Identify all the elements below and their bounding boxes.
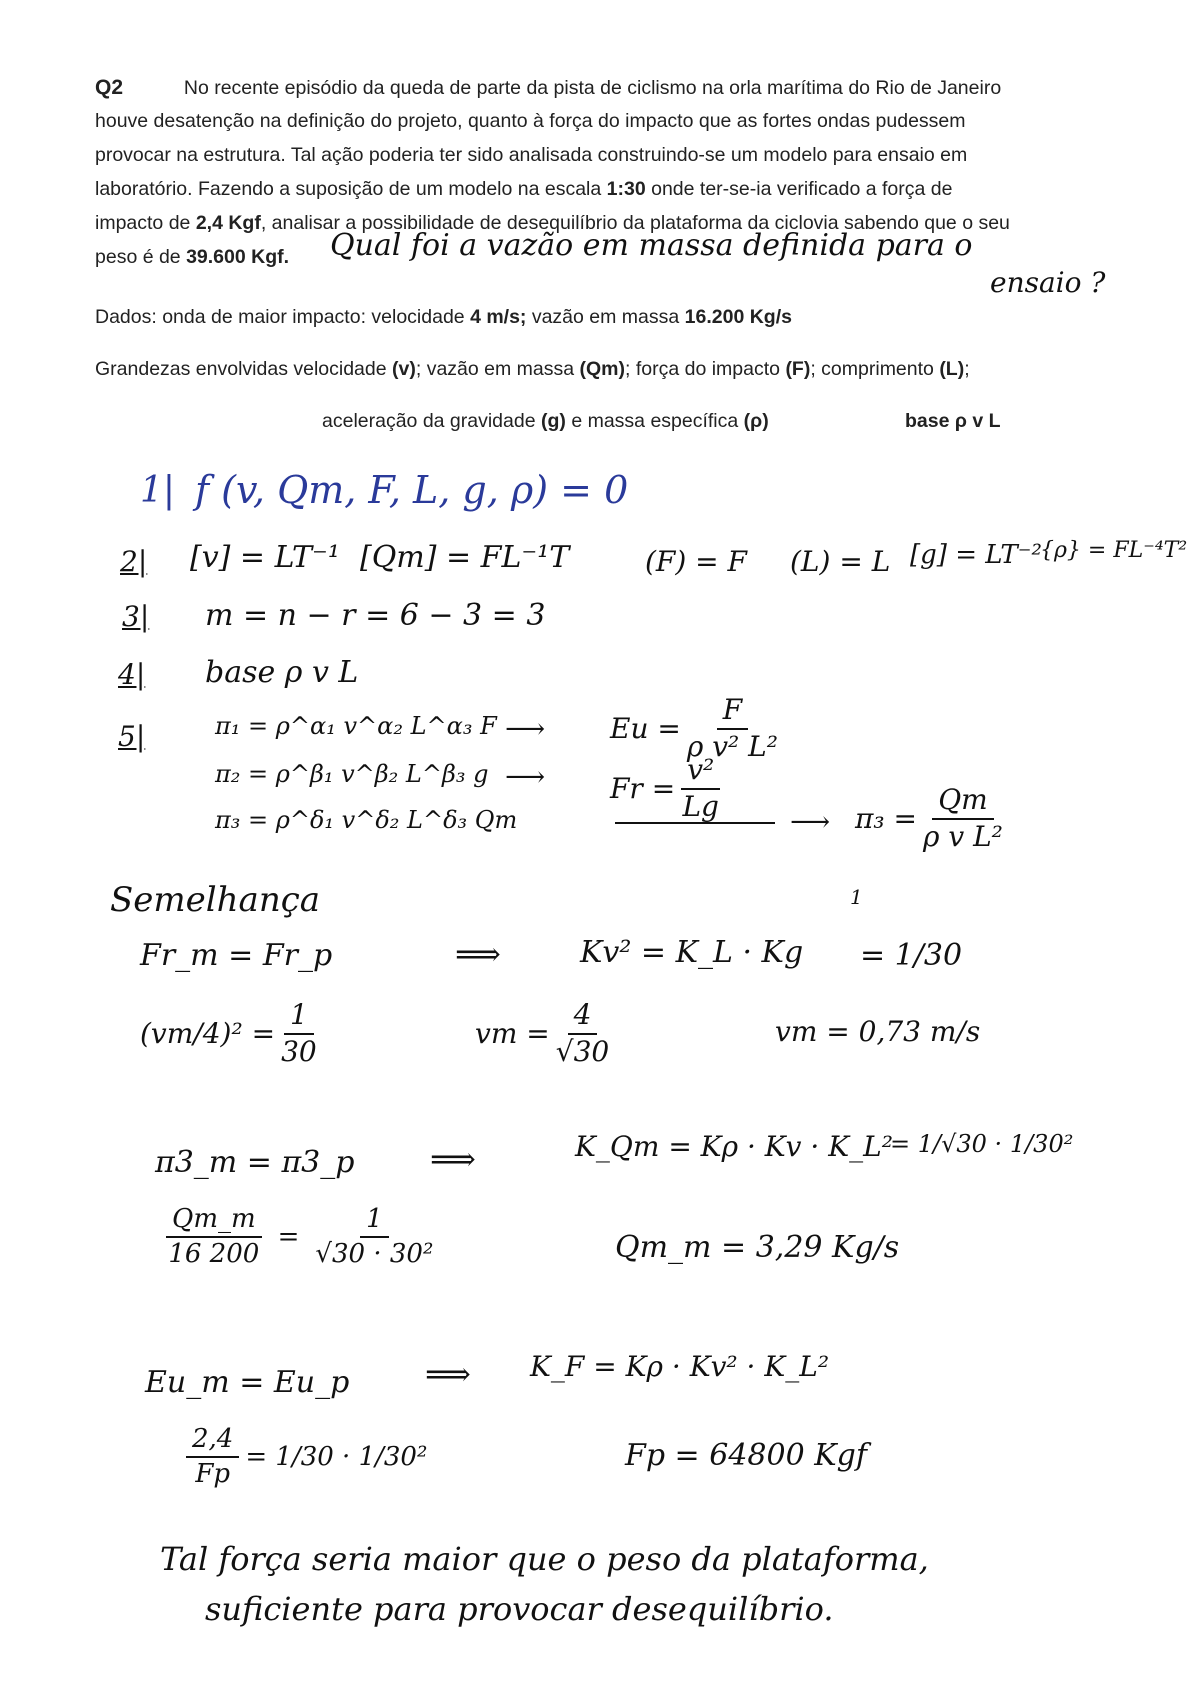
step2-dim-qm: [Qm] = FL⁻¹T — [360, 540, 570, 575]
grandezas-sep-2: ; força do impacto — [625, 358, 786, 380]
line5-text-b: , analisar a possibilidade de desequilíbrio da plataforma da ciclovia sabendo que o seu — [260, 212, 1010, 234]
step2-dim-g: [g] = LT⁻² — [910, 540, 1042, 570]
force-ratio — [180, 1425, 427, 1488]
vm-result: vm = 0,73 m/s — [775, 1015, 981, 1048]
qm-ratio-den: 16 200 — [168, 1238, 260, 1269]
pi3-underline — [615, 822, 775, 824]
var-v: (v) — [392, 358, 416, 380]
handwritten-question: Qual foi a vazão em massa definida para o — [330, 228, 973, 263]
step2-dim-v: [v] = LT⁻¹ — [190, 540, 340, 575]
platform-weight-value: 39.600 Kgf. — [186, 246, 290, 268]
implies-1: ⟹ — [455, 935, 501, 973]
dados-line — [95, 306, 792, 329]
qm-ratio-rhs-den: √30 · 30² — [315, 1238, 434, 1269]
vm-formula-lhs: vm = — [475, 1017, 550, 1051]
grandezas-line — [95, 358, 970, 381]
arrow-2: ⟶ — [505, 760, 546, 793]
line6-text-a: peso é de — [95, 246, 187, 268]
vm-ratio — [140, 1000, 323, 1068]
fr-label: Fr = — [610, 772, 676, 806]
qm-ratio-num: Qm_m — [166, 1205, 262, 1238]
question-line-4 — [95, 178, 952, 201]
vm-formula-fraction — [556, 1000, 609, 1068]
model-force-value: 2,4 Kgf — [195, 212, 261, 234]
vm-formula-num: 4 — [568, 1000, 598, 1035]
pi3-denominator: ρ v L² — [923, 819, 1003, 853]
qm-result: Qm_m = 3,29 Kg/s — [615, 1230, 900, 1265]
base-label: base ρ v L — [905, 410, 1001, 432]
var-g: (g) — [541, 410, 566, 432]
vm-ratio-den: 30 — [281, 1034, 317, 1068]
grandezas-sep-1: ; vazão em massa — [415, 358, 580, 380]
qm-ratio-rhs-num: 1 — [360, 1205, 389, 1238]
pi3-fraction — [923, 785, 1003, 853]
froude-equality: Fr_m = Fr_p — [140, 938, 333, 973]
question-label: Q2 — [95, 76, 124, 99]
question-line-1 — [95, 76, 1001, 100]
force-ratio-num: 2,4 — [186, 1425, 239, 1458]
question-text-1: No recente episódio da queda de parte da pista de ciclismo na orla marítima do Rio de Janeiro — [183, 77, 1002, 99]
pi3-equality: π3_m = π3_p — [155, 1145, 355, 1180]
froude-number — [610, 755, 726, 823]
qm-ratio-rhs — [315, 1205, 433, 1268]
var-qm: (Qm) — [579, 358, 626, 380]
pi3-label: π₃ = — [855, 802, 917, 836]
line4-text-a: laboratório. Fazendo a suposição de um modelo na escala — [95, 178, 607, 200]
semelhanca-heading: Semelhança — [110, 880, 321, 920]
implies-3: ⟹ — [425, 1355, 471, 1393]
kqm-result: = 1/√30 · 1/30² — [890, 1130, 1074, 1158]
kv-equation: Kv² = K_L · Kg — [580, 935, 804, 970]
step2-number: 2| — [120, 545, 148, 578]
step3-number: 3| — [122, 600, 150, 633]
accel-text-b: e massa específica — [565, 410, 744, 432]
grandezas-sep-3: ; comprimento — [810, 358, 940, 380]
force-ratio-den: Fp — [195, 1458, 231, 1489]
step3-equation: m = n − r = 6 − 3 = 3 — [205, 598, 546, 633]
arrow-3: ⟶ — [790, 805, 831, 838]
step4-base: base ρ v L — [205, 655, 359, 690]
flow-value: 16.200 Kg/s — [684, 306, 792, 328]
velocity-value: 4 m/s; — [470, 306, 527, 328]
var-l: (L) — [939, 358, 965, 380]
accel-line — [322, 410, 769, 433]
eu-label: Eu = — [610, 712, 681, 746]
step5-number: 5| — [118, 720, 146, 753]
grandezas-sep-4: ; — [964, 358, 970, 380]
step2-dim-f: (F) = F — [645, 545, 747, 578]
step4-number: 4| — [118, 658, 146, 691]
dados-mid: vazão em massa — [526, 306, 685, 328]
fr-fraction — [681, 755, 720, 823]
kf-equation: K_F = Kρ · Kv² · K_L² — [530, 1350, 830, 1383]
dados-text: Dados: onda de maior impacto: velocidade — [95, 306, 471, 328]
arrow-1: ⟶ — [505, 712, 546, 745]
force-ratio-rhs: = 1/30 · 1/30² — [245, 1441, 428, 1472]
conclusion-line-2: suficiente para provocar desequilíbrio. — [205, 1590, 834, 1628]
handwritten-question-2: ensaio ? — [990, 266, 1106, 299]
grandezas-label: Grandezas envolvidas velocidade — [95, 358, 393, 380]
qm-ratio: $\frac{Qm\_m}{16 200}$ = $\frac{1}{\text{√30 · 30²}}$ — [160, 1205, 439, 1268]
line5-text-a: impacto de — [95, 212, 196, 234]
fr-numerator: v² — [681, 755, 720, 790]
conclusion-line-1: Tal força seria maior que o peso da plataforma, — [160, 1540, 929, 1578]
step2-dim-l: (L) = L — [790, 545, 891, 578]
line4-text-b: onde ter-se-ia verificado a força de — [645, 178, 953, 200]
kg-one: 1 — [850, 885, 863, 909]
pi3-expression: π₃ = ρ^δ₁ v^δ₂ L^δ₃ Qm — [215, 806, 518, 834]
vm-formula — [475, 1000, 615, 1068]
question-line-6 — [95, 246, 289, 269]
step1-equation: f (v, Qm, F, L, g, ρ) = 0 — [195, 468, 629, 512]
accel-text: aceleração da gravidade — [322, 410, 541, 432]
vm-ratio-lhs: (vm/4)² = — [140, 1017, 276, 1051]
pi3-result — [855, 785, 1009, 853]
vm-ratio-fraction — [281, 1000, 317, 1068]
force-ratio-lhs — [186, 1425, 239, 1488]
step1-number: 1| — [140, 470, 176, 511]
pi1-expression: π₁ = ρ^α₁ v^α₂ L^α₃ F — [215, 712, 497, 740]
var-f: (F) — [785, 358, 811, 380]
eu-numerator: F — [717, 695, 748, 730]
question-line-2: houve desatenção na definição do projeto, quanto à força do impacto que as fortes ondas pudessem — [95, 110, 966, 132]
scale-value: 1:30 — [606, 178, 646, 200]
qm-ratio-lhs — [166, 1205, 262, 1268]
vm-formula-den: √30 — [555, 1034, 610, 1068]
step2-dim-rho: {ρ} = FL⁻⁴T² — [1040, 538, 1188, 563]
kqm-equation: K_Qm = Kρ · Kv · K_L² — [575, 1130, 893, 1163]
question-line-3: provocar na estrutura. Tal ação poderia ter sido analisada construindo-se um modelo para ensaio em — [95, 144, 968, 166]
eu-denominator: ρ v² L² — [686, 729, 778, 763]
implies-2: ⟹ — [430, 1140, 476, 1178]
vm-ratio-num: 1 — [284, 1000, 314, 1035]
pi3-numerator: Qm — [932, 785, 994, 820]
pi2-expression: π₂ = ρ^β₁ v^β₂ L^β₃ g — [215, 760, 489, 788]
kv-result: = 1/30 — [860, 938, 963, 973]
fr-denominator: Lg — [682, 789, 719, 823]
var-rho: (ρ) — [743, 410, 769, 432]
fp-result: Fp = 64800 Kgf — [625, 1438, 867, 1473]
euler-equality: Eu_m = Eu_p — [145, 1365, 350, 1400]
